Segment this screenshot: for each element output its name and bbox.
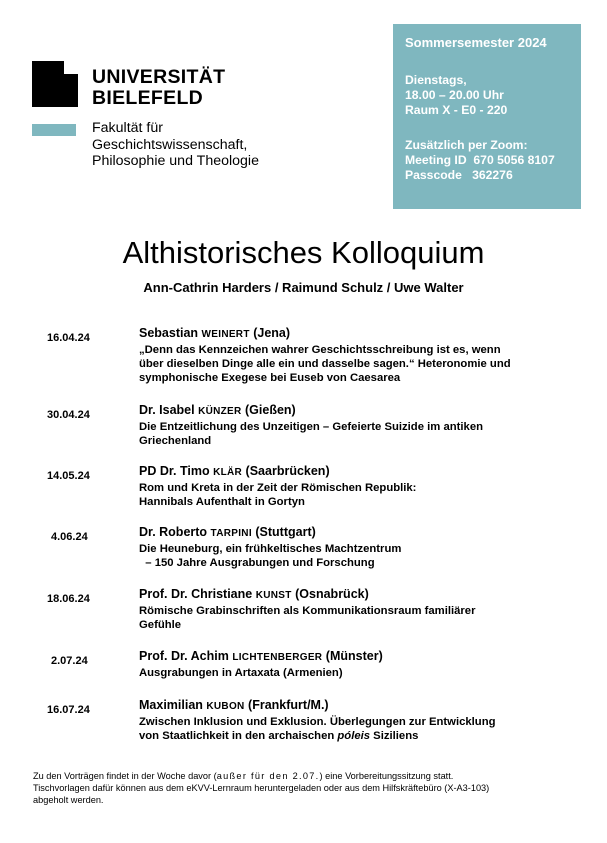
talk-body: [139, 648, 559, 680]
zoom-group: [405, 138, 581, 183]
talk-body: [139, 586, 559, 632]
topic-line: Ausgrabungen in Artaxata (Armenien): [139, 667, 343, 679]
speaker: [139, 524, 559, 542]
talk-body: [139, 697, 559, 743]
talk-date: 2.07.24: [51, 655, 88, 667]
topic-line: [139, 729, 559, 743]
speaker: [139, 648, 559, 666]
footer-line1: [33, 770, 573, 782]
faculty-line1: Fakultät für: [92, 120, 163, 136]
speaker-surname: TARPINI: [210, 528, 252, 539]
topic-line: „Denn das Kennzeichen wahrer Geschichtsschreibung ist es, wenn: [139, 344, 501, 356]
faculty-name: [92, 120, 259, 170]
speaker-title: Dr. Roberto: [139, 525, 211, 539]
footer-exception: außer für den 2.07.: [216, 771, 320, 781]
topic-line: Hannibals Aufenthalt in Gortyn: [139, 496, 305, 508]
university-name: [92, 67, 225, 109]
faculty-color-bar: [32, 124, 76, 136]
speaker-title: Prof. Dr. Achim: [139, 649, 233, 663]
speaker-affiliation: (Osnabrück): [291, 587, 369, 601]
talk-topic: [139, 604, 559, 632]
topic-line: Römische Grabinschriften als Kommunikationsraum familiärer: [139, 605, 476, 617]
weekday: Dienstags,: [405, 73, 467, 87]
speaker-surname: KÜNZER: [198, 406, 242, 417]
speaker: [139, 402, 559, 420]
topic-line: Griechenland: [139, 435, 212, 447]
passcode: Passcode 362276: [405, 168, 513, 182]
topic-text: Siziliens: [370, 730, 419, 742]
talk-topic: [139, 542, 559, 570]
time: 18.00 – 20.00 Uhr: [405, 88, 504, 102]
page-title: Althistorisches Kolloquium: [122, 235, 485, 270]
faculty-line3: Philosophie und Theologie: [92, 153, 259, 169]
room: Raum X - E0 - 220: [405, 103, 508, 117]
zoom-label: Zusätzlich per Zoom:: [405, 138, 528, 152]
meeting-id: Meeting ID 670 5056 8107: [405, 153, 555, 167]
talk-date: 14.05.24: [47, 470, 90, 482]
talk-topic: [139, 666, 559, 680]
speaker-surname: KUBON: [206, 701, 245, 712]
topic-line: Zwischen Inklusion und Exklusion. Überlegungen zur Entwicklung: [139, 716, 496, 728]
organizers: Ann-Cathrin Harders / Raimund Schulz / Uwe Walter: [143, 280, 464, 295]
talk-date: 16.04.24: [47, 332, 90, 344]
topic-line: symphonische Exegese bei Euseb von Caesarea: [139, 372, 401, 384]
speaker-affiliation: (Stuttgart): [251, 525, 316, 539]
speaker-surname: KLÄR: [213, 467, 243, 478]
speaker-affiliation: (Münster): [322, 649, 383, 663]
talk-date: 4.06.24: [51, 531, 88, 543]
footer-text: Zu den Vorträgen findet in der Woche davor (: [33, 771, 217, 781]
speaker-affiliation: (Jena): [249, 326, 291, 340]
university-name-line2: BIELEFELD: [92, 87, 204, 109]
topic-italic: póleis: [337, 730, 371, 742]
speaker: [139, 697, 559, 715]
topic-line: über dieselben Dinge alle ein und dasselbe sagen.“ Heteronomie und: [139, 358, 511, 370]
semester: Sommersemester 2024: [405, 35, 547, 50]
speaker-affiliation: (Saarbrücken): [242, 464, 330, 478]
topic-line: Die Entzeitlichung des Unzeitigen – Gefeierte Suizide im antiken: [139, 421, 483, 433]
talk-body: [139, 524, 559, 570]
footer-text: ) eine Vorbereitungssitzung statt.: [319, 771, 454, 781]
university-name-line1: UNIVERSITÄT: [92, 66, 226, 88]
talk-topic: [139, 343, 559, 385]
speaker: [139, 463, 559, 481]
talk-body: [139, 463, 559, 509]
speaker-title: Dr. Isabel: [139, 403, 199, 417]
footer-note: [33, 770, 573, 806]
topic-line: – 150 Jahre Ausgrabungen und Forschung: [139, 557, 375, 569]
talk-topic: [139, 420, 559, 448]
speaker-title: Maximilian: [139, 698, 207, 712]
talk-body: [139, 325, 559, 385]
speaker: [139, 586, 559, 604]
schedule-info-box: [393, 24, 581, 209]
talk-date: 18.06.24: [47, 593, 90, 605]
topic-text: von Staatlichkeit in den archaischen: [139, 730, 338, 742]
talk-topic: [139, 715, 559, 743]
time-place-group: [405, 73, 581, 118]
talk-date: 30.04.24: [47, 409, 90, 421]
talk-date: 16.07.24: [47, 704, 90, 716]
speaker: [139, 325, 559, 343]
speaker-surname: KUNST: [255, 590, 292, 601]
speaker-title: PD Dr. Timo: [139, 464, 214, 478]
talk-body: [139, 402, 559, 448]
footer-line2: Tischvorlagen dafür können aus dem eKVV-Lernraum heruntergeladen oder aus dem Hilfskräftebüro (X-A3-103): [33, 783, 490, 793]
faculty-line2: Geschichtswissenschaft,: [92, 136, 248, 153]
talk-topic: [139, 481, 559, 509]
topic-line: Gefühle: [139, 619, 182, 631]
speaker-affiliation: (Gießen): [241, 403, 296, 417]
topic-line: Rom und Kreta in der Zeit der Römischen Republik:: [139, 482, 417, 494]
speaker-surname: LICHTENBERGER: [232, 652, 323, 663]
footer-line3: abgeholt werden.: [33, 795, 104, 805]
speaker-title: Sebastian: [139, 326, 202, 340]
speaker-surname: WEINERT: [201, 329, 250, 340]
speaker-title: Prof. Dr. Christiane: [139, 587, 256, 601]
logo-notch: [64, 61, 78, 74]
speaker-affiliation: (Frankfurt/M.): [244, 698, 329, 712]
topic-line: Die Heuneburg, ein frühkeltisches Machtzentrum: [139, 543, 402, 555]
